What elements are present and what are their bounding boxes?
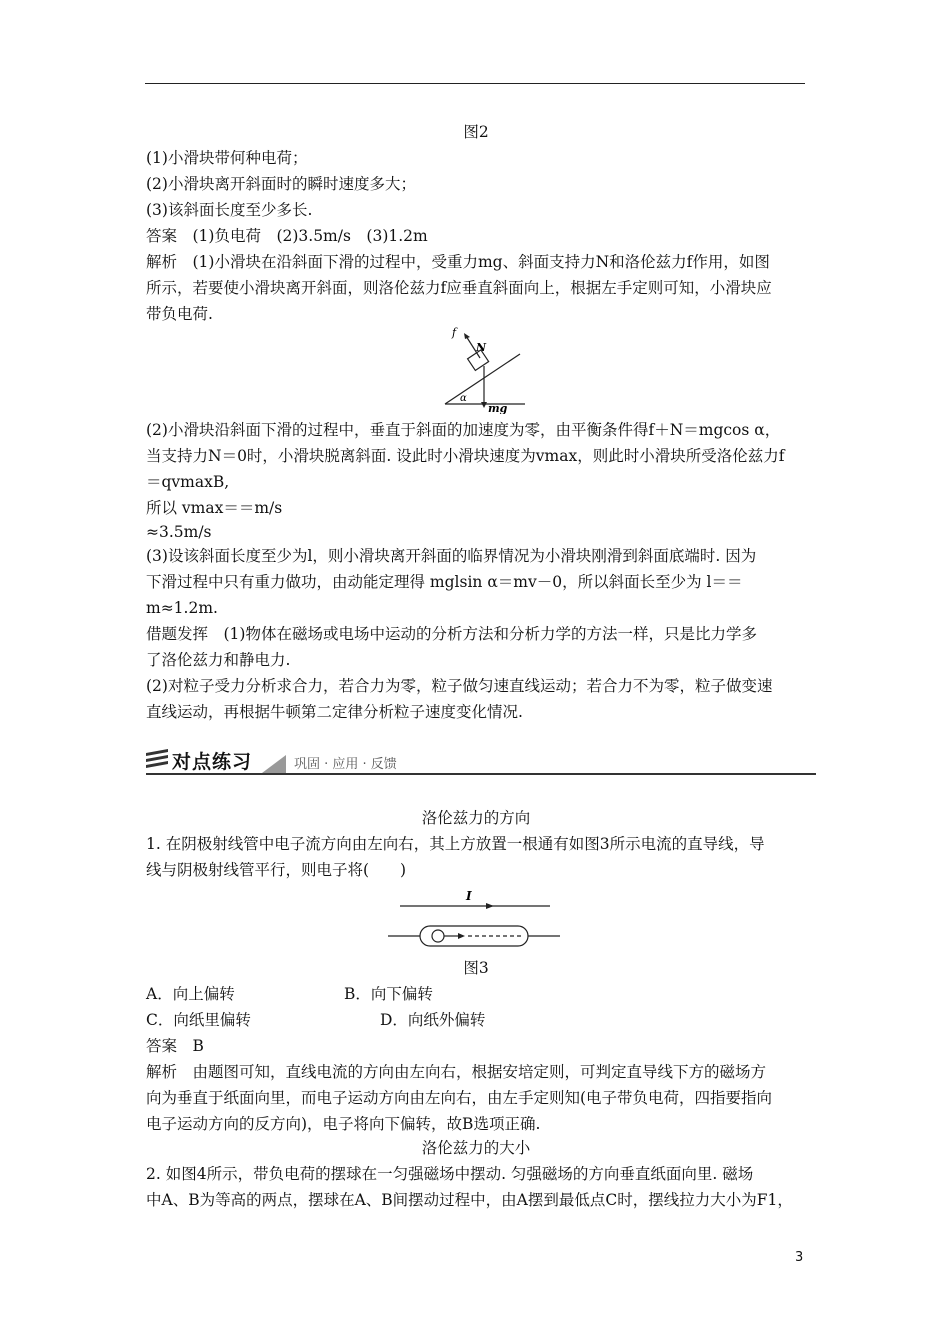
- topic-2-heading: 洛伦兹力的大小: [421, 1139, 531, 1157]
- option-a: A．向上偏转: [146, 985, 235, 1003]
- answer-1: 答案 B: [146, 1037, 204, 1055]
- current-i-label: I: [466, 889, 472, 903]
- analysis-1-line-a: 解析 (1)小滑块在沿斜面下滑的过程中，受重力mg、斜面支持力N和洛伦兹力f作用，如图: [146, 253, 770, 271]
- analysis-1-line-c: 带负电荷.: [146, 305, 213, 323]
- section-subtitle: 巩固 · 应用 · 反馈: [294, 757, 397, 772]
- tip-line-b: 了洛伦兹力和静电力.: [146, 651, 291, 669]
- angle-alpha-label: α: [460, 393, 467, 404]
- analysis-2-line-e: ≈3.5m/s: [146, 523, 212, 541]
- problem-1-line-a: 1. 在阴极射线管中电子流方向由左向右，其上方放置一根通有如图3所示电流的直导线，导: [146, 835, 765, 853]
- analysis-3-line-c: m≈1.2m.: [146, 599, 218, 617]
- section-title: 对点练习: [172, 751, 253, 773]
- option-d: D．向纸外偏转: [380, 1011, 486, 1029]
- section-rule: [146, 773, 816, 775]
- tip-line-d: 直线运动，再根据牛顿第二定律分析粒子速度变化情况.: [146, 703, 523, 721]
- option-b: B．向下偏转: [344, 985, 433, 1003]
- force-f-label: f: [452, 326, 457, 339]
- question-2: (2)小滑块离开斜面时的瞬时速度多大；: [146, 175, 416, 193]
- problem-2-line-a: 2. 如图4所示，带负电荷的摆球在一匀强磁场中摆动. 匀强磁场的方向垂直纸面向里. 磁场: [146, 1165, 754, 1183]
- topic-1-heading: 洛伦兹力的方向: [421, 809, 531, 827]
- analysis-3-line-b: 下滑过程中只有重力做功，由动能定理得 mglsin α＝mv－0，所以斜面长至少为 l＝＝: [146, 573, 743, 591]
- analysis-3-line-a: (3)设该斜面长度至少为l，则小滑块离开斜面的临界情况为小滑块刚滑到斜面底端时. 因为: [146, 547, 757, 565]
- analysis-q1-line-a: 解析 由题图可知，直线电流的方向由左向右，根据安培定则，可判定直导线下方的磁场方: [146, 1063, 767, 1081]
- answer: 答案 (1)负电荷 (2)3.5m/s (3)1.2m: [146, 227, 428, 245]
- section-header: [146, 745, 816, 775]
- page-number: 3: [795, 1250, 804, 1265]
- option-c: C．向纸里偏转: [146, 1011, 251, 1029]
- header-rule: [145, 83, 805, 84]
- cathode-ray-diagram: [380, 884, 570, 954]
- analysis-2-line-c: ＝qvmaxB,: [146, 473, 230, 491]
- analysis-q1-line-c: 电子运动方向的反方向)，电子将向下偏转，故B选项正确.: [146, 1115, 541, 1133]
- analysis-2-line-a: (2)小滑块沿斜面下滑的过程中，垂直于斜面的加速度为零，由平衡条件得f＋N＝mgcos α，: [146, 421, 781, 439]
- incline-diagram: [430, 322, 550, 414]
- force-n-label: N: [476, 341, 487, 354]
- analysis-q1-line-b: 向为垂直于纸面向里，而电子运动方向由左向右，由左手定则知(电子带负电荷，四指要指向: [146, 1089, 773, 1107]
- tip-line-c: (2)对粒子受力分析求合力，若合力为零，粒子做匀速直线运动；若合力不为零，粒子做变速: [146, 677, 773, 695]
- question-1: (1)小滑块带何种电荷；: [146, 149, 308, 167]
- fig2-caption: 图2: [463, 123, 489, 141]
- stripes-icon: [146, 749, 170, 771]
- fig3-caption: 图3: [463, 959, 489, 977]
- question-3: (3)该斜面长度至少多长.: [146, 201, 313, 219]
- analysis-2-line-b: 当支持力N＝0时，小滑块脱离斜面. 设此时小滑块速度为vmax，则此时小滑块所受洛伦兹力f: [146, 447, 785, 465]
- force-mg-label: mg: [488, 402, 508, 414]
- tip-line-a: 借题发挥 (1)物体在磁场或电场中运动的分析方法和分析力学的方法一样，只是比力学多: [146, 625, 757, 643]
- analysis-1-line-b: 所示，若要使小滑块离开斜面，则洛伦兹力f应垂直斜面向上，根据左手定则可知，小滑块应: [146, 279, 772, 297]
- analysis-2-line-d: 所以 vmax＝＝m/s: [146, 499, 283, 517]
- problem-2-line-b: 中A、B为等高的两点，摆球在A、B间摆动过程中，由A摆到最低点C时，摆线拉力大小为F1，: [146, 1191, 793, 1209]
- section-triangle-icon: [262, 753, 286, 773]
- problem-1-line-b: 线与阴极射线管平行，则电子将( ): [146, 861, 407, 879]
